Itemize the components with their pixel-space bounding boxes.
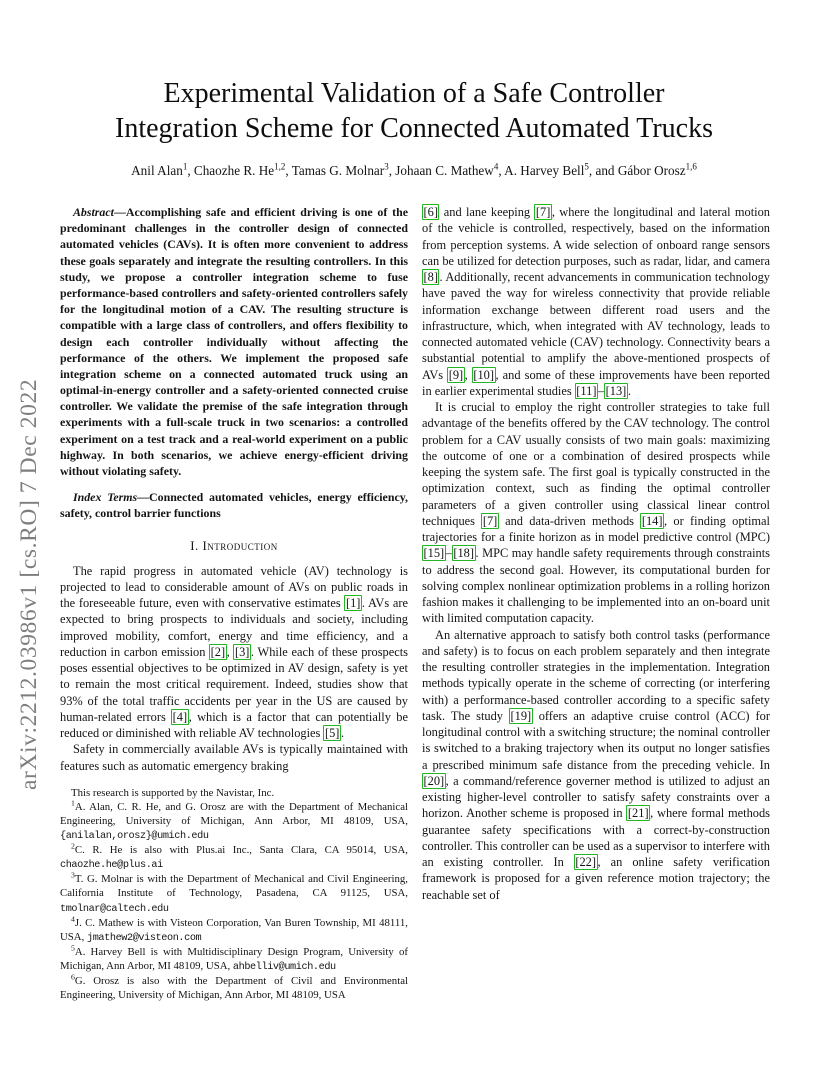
citation-link[interactable]: [18]	[453, 546, 475, 561]
index-terms-text: —Connected automated vehicles, energy efficiency, safety, control barrier functions	[60, 490, 408, 521]
author-line: Anil Alan$^1$, Chaozhe R. He$^{1,2}$, Tamas G. Molnar$^3$, Johaan C. Mathew$^4$, A. Harvey Bell$^5$, and Gábor Orosz$^{1,6}$	[131, 161, 697, 178]
arxiv-watermark: arXiv:2212.03986v1 [cs.RO] 7 Dec 2022	[16, 378, 42, 790]
email-text: jmathew2@visteon.com	[87, 932, 202, 944]
abstract-label: Abstract	[73, 205, 114, 219]
right-column	[422, 204, 770, 1002]
citation-link[interactable]: [22]	[575, 855, 597, 869]
citation-link[interactable]: [14]	[641, 513, 663, 528]
citation-link[interactable]: [7]	[482, 513, 498, 528]
citation-link[interactable]: [8]	[423, 270, 438, 284]
footnotes	[60, 786, 408, 1003]
citation-link[interactable]: [21]	[627, 806, 649, 821]
paragraph-intro-5: An alternative approach to satisfy both control tasks (performance and safety) is to focus on each problem separately and then integrate the resulting controller strategies in the implementation. Integration methods typically operate in the scheme of correcting (or interfering with) a performance-based controller according to a specific safety task. The study [19] offers an adaptive cruise control (ACC) for longitudinal control with a switching structure; the nominal controller is switched to a braking trajectory when its output no longer satisfies a prescribed minimum safe distance from the preceding vehicle. In [20] , a command/reference governer method is utilized to adjust an existing higher-level controller to satisfy safety constraints over a horizon. Another scheme is proposed in [21] , where formal methods guarantee safety specifications with a correct-by-construction controller. This controller can be used as a supervisor to interfere with an existing controller. In [22] , an online safety verification framework is proposed for a given reference motion trajectory; the reachable set of	[422, 627, 770, 902]
email-text: {anilalan,orosz}@umich.edu	[60, 830, 209, 842]
footnote-6: $^6$G. Orosz is also with the Department of Civil and Environmental Engineering, University of Michigan, Ann Arbor, MI 48109, USA	[60, 972, 408, 1002]
citation-link[interactable]: [7]	[535, 205, 551, 219]
email-text: tmolnar@caltech.edu	[60, 903, 169, 915]
citation-link[interactable]: [11]	[576, 383, 597, 398]
citation-link[interactable]: [3]	[234, 644, 250, 659]
paragraph-intro-2: Safety in commercially available AVs is typically maintained with features such as automatic emergency braking	[60, 742, 408, 773]
citation-link[interactable]: [13]	[605, 383, 627, 398]
citation-link[interactable]: [15]	[423, 546, 445, 561]
index-terms-label: Index Terms	[73, 490, 138, 505]
paper-title: Experimental Validation of a Safe Controller Integration Scheme for Connected Automated Trucks	[115, 78, 713, 144]
footnote-3: $^3$T. G. Molnar is with the Department of Mechanical and Civil Engineering, California Institute of Technology, Pasadena, CA 91125, USA, tmolnar@caltech.edu	[60, 870, 408, 915]
footnote-5: $^5$A. Harvey Bell is with Multidisciplinary Design Program, University of Michigan, Ann Arbor, MI 48109, USA, ahbelliv@umich.edu	[60, 943, 408, 974]
index-terms	[60, 489, 408, 521]
footnote-thanks: This research is supported by the Navistar, Inc.	[71, 786, 275, 799]
citation-link[interactable]: [4]	[172, 709, 188, 724]
citation-link[interactable]: [9]	[448, 367, 464, 382]
citation-link[interactable]: [2]	[210, 644, 226, 659]
citation-link[interactable]: [6]	[423, 205, 438, 219]
citation-link[interactable]: [20]	[423, 773, 445, 788]
citation-link[interactable]: [1]	[345, 596, 361, 611]
email-text: ahbelliv@umich.edu	[232, 962, 336, 974]
citation-link[interactable]: [5]	[324, 726, 340, 741]
footnote-1: $^1$A. Alan, C. R. He, and G. Orosz are with the Department of Mechanical Engineering, University of Michigan, Ann Arbor, MI 48109, USA, {anilalan,orosz}@umich.edu	[60, 798, 408, 842]
left-column	[60, 204, 408, 1002]
email-text: chaozhe.he@plus.ai	[60, 860, 163, 872]
paragraph-intro-3: [6] and lane keeping [7] , where the longitudinal and lateral motion of the vehicle is controlled, respectively, based on the information from perception systems. A wide selection of onboard range sensors can be utilized for detection purposes, such as radar, lidar, and camera [8] . Additionally, recent advancements in communication technology have paved the way for wireless connectivity that provide reliable information exchange between different road users and the infrastructure, which, when integrated with AV technology, leads to connected automated vehicle (CAV) technology. Connectivity bears a substantial potential to amplify the above-mentioned prospects of AVs [9] , [10] , and some of these improvements have been reported in earlier experimental studies [11] – [13] .	[422, 205, 771, 398]
abstract	[60, 204, 408, 479]
two-column-body	[60, 204, 770, 1002]
section-heading-introduction: I. Introduction	[190, 538, 278, 553]
paragraph-intro-4: It is crucial to employ the right controller strategies to take full advantage of the benefits offered by the CAV technology. The control problem for a CAV usually consists of two main goals: maximizing the outcome of one or a combination of desired prospects while keeping the system safe. The first goal is typically constructed in the optimization context, such as finding the optimal controller parameters of a given controller using classical linear control techniques [7] and data-driven methods [14] , or finding optimal trajectories for a finite horizon as in model predictive control (MPC) [15] – [18] . MPC may handle safety requirements through constraints to address the second goal. However, its computational burden for solving complex nonlinear optimization problems in a rolling horizon fashion makes it challenging to be implemented into an on-board unit with limited computation capacity.	[422, 400, 770, 626]
abstract-text: —Accomplishing safe and efficient driving is one of the predominant challenges in the controller design of connected automated vehicles (CAVs). It is often more convenient to address these goals separately and integrate the resulting controllers. In this study, we propose a controller integration scheme to fuse performance-based controllers and safety-oriented controllers safely for the longitudinal motion of a CAV. The resulting structure is compatible with a large class of controllers, and offers flexibility to design each controller individually without affecting the performance of the others. We implement the proposed safe integration scheme on a connected automated truck using an optimal-in-energy controller and a safety-oriented connected cruise controller. We validate the premise of the safe integration through experiments with a full-scale truck in two scenarios: a controlled experiment on a test track and a real-world experiment on a public highway. In both scenarios, we achieve energy-efficient driving without violating safety.	[60, 205, 408, 478]
citation-link[interactable]: [10]	[473, 367, 494, 382]
footnote-4: $^4$J. C. Mathew is with Visteon Corporation, Van Buren Township, MI 48111, USA, jmathew2@visteon.com	[60, 914, 408, 944]
footnote-2: $^2$C. R. He is also with Plus.ai Inc., Santa Clara, CA 95014, USA, chaozhe.he@plus.ai	[60, 841, 408, 872]
citation-link[interactable]: [19]	[510, 708, 532, 723]
paragraph-intro-1: The rapid progress in automated vehicle (AV) technology is projected to lead to considerable amount of AVs on public roads in the foreseeable future, even with conservative estimates [1] . AVs are expected to bring prospects to individuals and society, including improved mobility, comfort, energy and time efficiency, and a reduction in carbon emission [2] , [3] . While each of these prospects poses essential objectives to be optimized in AV design, safety is yet to remain the most critical requirement. Indeed, studies show that 93% of the total traffic accidents per year in the US are caused by human-related errors [4] , which is a factor that can potentially be reduced or diminished with reliable AV technologies [5] .	[60, 563, 408, 741]
